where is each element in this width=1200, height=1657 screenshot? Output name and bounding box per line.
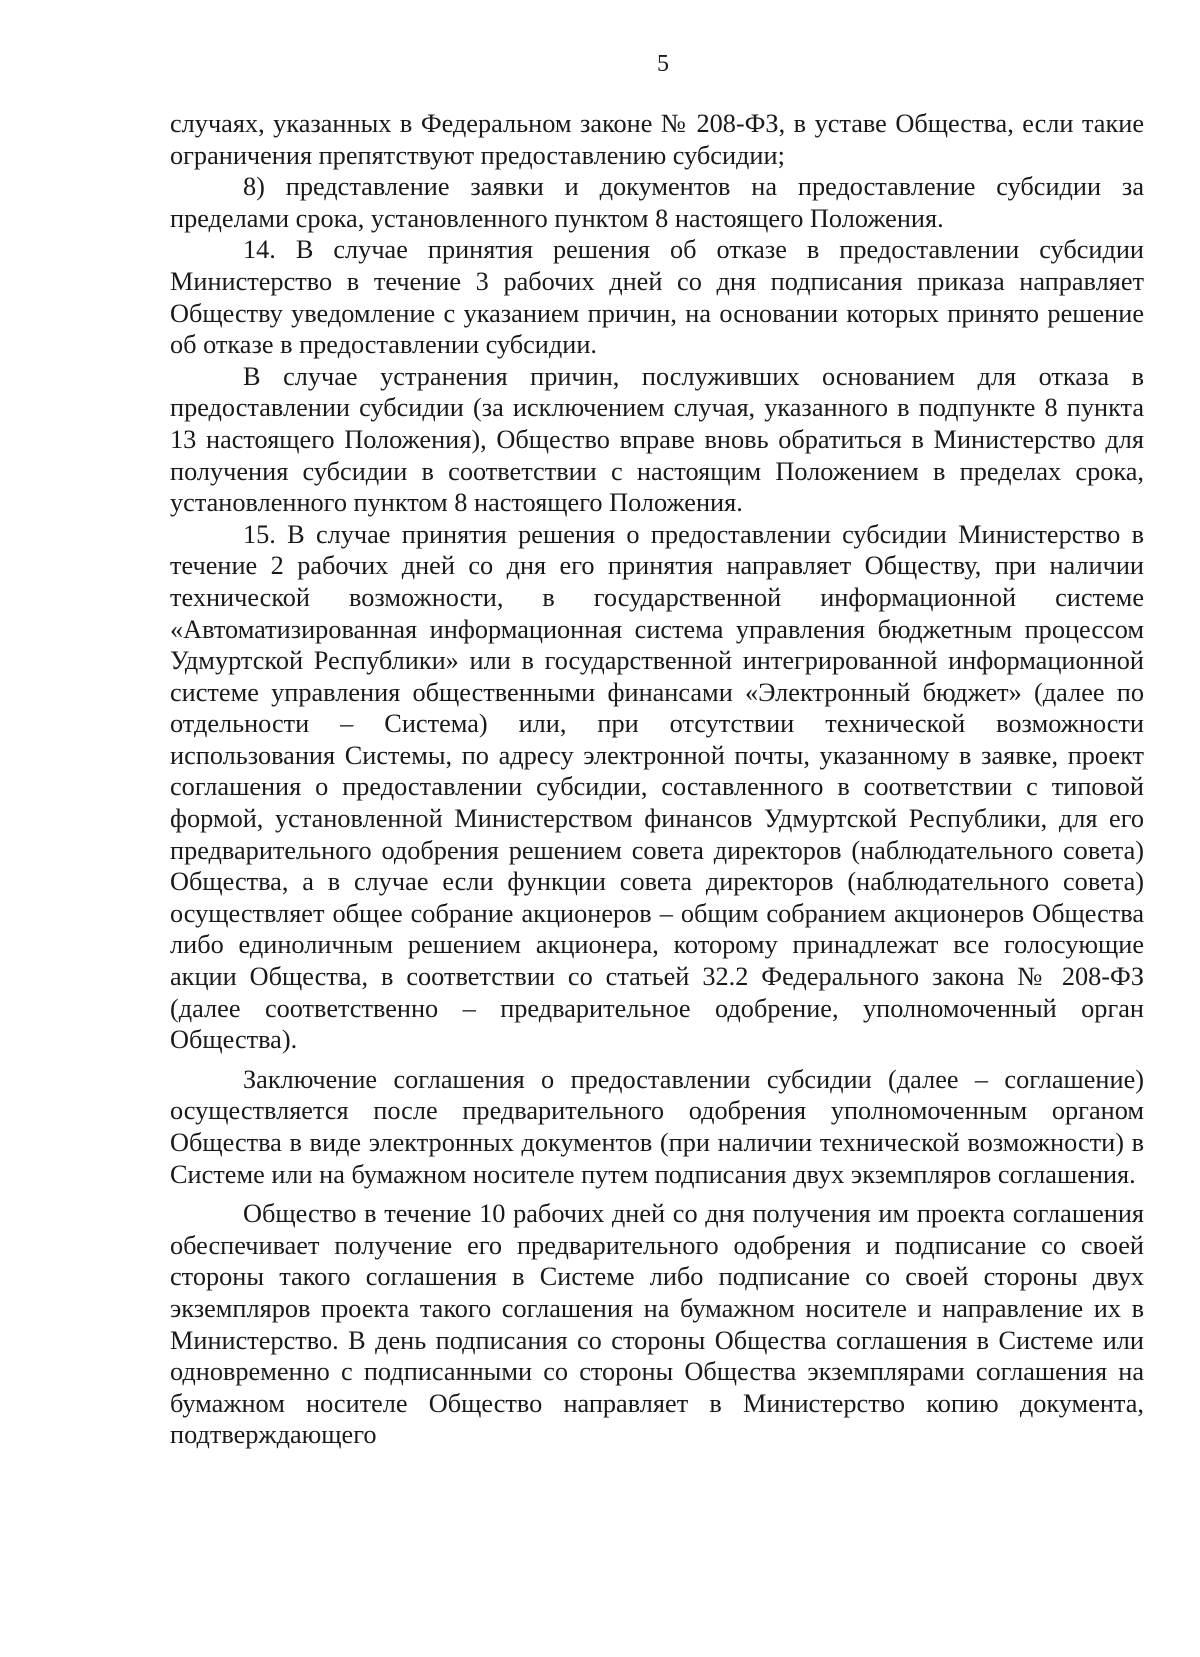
page-number: 5 <box>657 51 669 77</box>
paragraph-item-8: 8) представление заявки и документов на предоставление субсидии за пределами срока, установленного пунктом 8 настоящего Положения. <box>170 172 1144 233</box>
document-body <box>170 108 1144 1451</box>
paragraph-company-signing: Общество в течение 10 рабочих дней со дня получения им проекта соглашения обеспечивает получение его предварительного одобрения и подписание со своей стороны такого соглашения в Системе либо подписание со своей стороны двух экземпляров проекта такого соглашения на бумажном носителе и направление их в Министерство. В день подписания со стороны Общества соглашения в Системе или одновременно с подписанными со стороны Общества экземплярами соглашения на бумажном носителе Общество направляет в Министерство копию документа, подтверждающего <box>170 1199 1144 1450</box>
paragraph-section-15: 15. В случае принятия решения о предоставлении субсидии Министерство в течение 2 рабочих дней со дня его принятия направляет Обществу, при наличии технической возможности, в государственной информационной системе «Автоматизированная информационная система управления бюджетным процессом Удмуртской Республики» или в государственной интегрированной информационной системе управления общественными финансами «Электронный бюджет» (далее по отдельности – Система) или, при отсутствии технической возможности использования Системы, по адресу электронной почты, указанному в заявке, проект соглашения о предоставлении субсидии, составленного в соответствии с типовой формой, установленной Министерством финансов Удмуртской Республики, для его предварительного одобрения решением совета директоров (наблюдательного совета) Общества, а в случае если функции совета директоров (наблюдательного совета) осуществляет общее собрание акционеров – общим собранием акционеров Общества либо единоличным решением акционера, которому принадлежат все голосующие акции Общества, в соответствии со статьей 32.2 Федерального закона № 208-ФЗ (далее соответственно – предварительное одобрение, уполномоченный орган Общества). <box>170 519 1144 1055</box>
paragraph-section-14-resubmission: В случае устранения причин, послуживших основанием для отказа в предоставлении субсидии (за исключением случая, указанного в подпункте 8 пункта 13 настоящего Положения), Общество вправе вновь обратиться в Министерство для получения субсидии в соответствии с настоящим Положением в пределах срока, установленного пунктом 8 настоящего Положения. <box>170 361 1144 518</box>
paragraph-section-14: 14. В случае принятия решения об отказе в предоставлении субсидии Министерство в течение 3 рабочих дней со дня подписания приказа направляет Обществу уведомление с указанием причин, на основании которых принято решение об отказе в предоставлении субсидии. <box>170 235 1144 360</box>
paragraph-continuation: случаях, указанных в Федеральном законе № 208-ФЗ, в уставе Общества, если такие ограничения препятствуют предоставлению субсидии; <box>170 109 1144 170</box>
paragraph-agreement-conclusion: Заключение соглашения о предоставлении субсидии (далее – соглашение) осуществляется после предварительного одобрения уполномоченным органом Общества в виде электронных документов (при наличии технической возможности) в Системе или на бумажном носителе путем подписания двух экземпляров соглашения. <box>170 1064 1144 1189</box>
